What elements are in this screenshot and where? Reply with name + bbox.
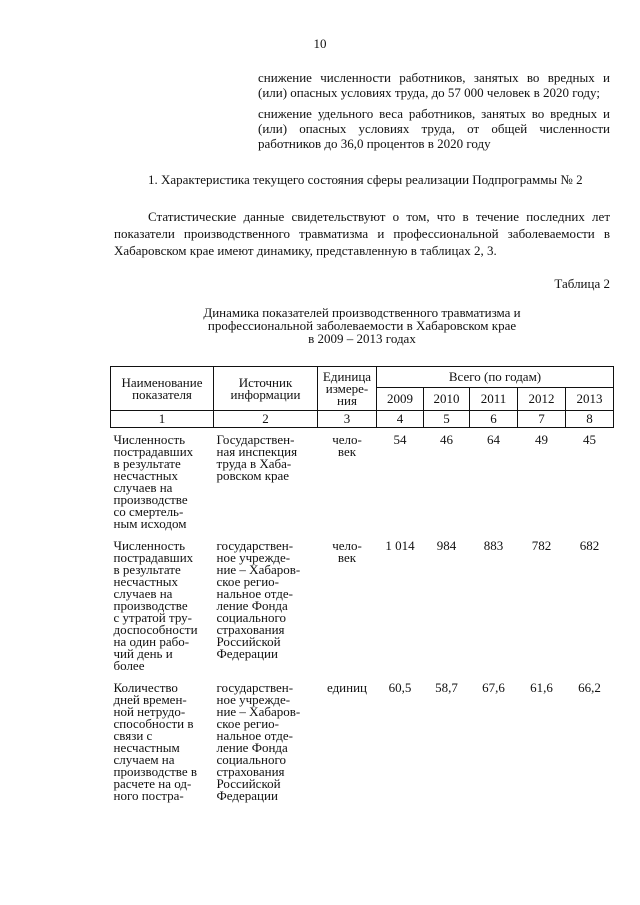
indicator-name: Количество дней времен- ной нетрудо- способности в связи с несчастным случаем на производстве в расчете на од- ного постра- <box>113 680 198 803</box>
goals-list <box>258 70 610 157</box>
header-year: 2009 <box>377 388 424 411</box>
header-year: 2011 <box>470 388 518 411</box>
value-cell: 66,2 <box>578 680 601 695</box>
indicator-source: государствен- ное учрежде- ние – Хабаров- ское регио- нальное отде- ление Фонда социального страхования Российской Федерации <box>216 680 301 803</box>
column-number: 2 <box>214 411 318 428</box>
value-cell: 54 <box>393 432 407 447</box>
header-year: 2013 <box>566 388 614 411</box>
table-row <box>111 672 614 802</box>
value-cell: 1 014 <box>385 538 415 553</box>
indicators-table <box>110 366 614 802</box>
value-cell: 60,5 <box>388 680 412 695</box>
intro-paragraph: Статистические данные свидетельствуют о том, что в течение последних лет показатели производственного травматизма и профессиональной заболеваемости в Хабаровском крае имеют динамику, представленную в таблицах 2, 3. <box>114 209 610 258</box>
value-cell: 49 <box>535 432 548 447</box>
goal-item: снижение численности работников, занятых во вредных и (или) опасных условиях труда, до 57 000 человек в 2020 году; <box>258 70 610 100</box>
value-cell: 61,6 <box>530 680 553 695</box>
value-cell: 46 <box>440 432 453 447</box>
column-number: 8 <box>566 411 614 428</box>
column-number: 6 <box>470 411 518 428</box>
section-heading: 1. Характеристика текущего состояния сферы реализации Подпрограммы № 2 <box>148 172 583 187</box>
value-cell: 782 <box>531 538 552 553</box>
column-number: 1 <box>111 411 214 428</box>
value-cell: 67,6 <box>482 680 505 695</box>
indicator-name: Численность пострадавших в результате несчастных случаев на производстве со смертель- ным исходом <box>113 432 194 531</box>
value-cell: 64 <box>487 432 500 447</box>
value-cell: 984 <box>436 538 457 553</box>
column-number: 4 <box>377 411 424 428</box>
header-source: Источник информации <box>214 367 318 411</box>
header-year: 2010 <box>424 388 470 411</box>
indicator-unit: чело- век <box>332 432 362 459</box>
table-title: Динамика показателей производственного травматизма и профессиональной заболеваемости в Хабаровском крае в 2009 – 2013 годах <box>203 305 521 346</box>
header-total: Всего (по годам) <box>377 367 614 388</box>
header-year: 2012 <box>518 388 566 411</box>
value-cell: 682 <box>579 538 600 553</box>
indicator-unit: чело- век <box>332 538 362 565</box>
column-number: 7 <box>518 411 566 428</box>
table-row <box>111 428 614 531</box>
table-row <box>111 530 614 672</box>
header-unit: Единица измере- ния <box>318 367 377 411</box>
header-name: Наименование показателя <box>111 367 214 411</box>
table-header-row <box>111 367 614 388</box>
indicator-source: Государствен- ная инспекция труда в Хаба- ровском крае <box>216 432 298 483</box>
indicator-name: Численность пострадавших в результате несчастных случаев на производстве с утратой тру- доспособности на один рабо- чий день и более <box>113 538 198 673</box>
goal-item: снижение удельного веса работников, занятых во вредных и (или) опасных условиях труда, от общей численности работников до 36,0 процентов в 2020 году <box>258 106 610 151</box>
indicator-unit: единиц <box>326 680 368 695</box>
value-cell: 58,7 <box>435 680 458 695</box>
column-number: 3 <box>318 411 377 428</box>
table-label: Таблица 2 <box>554 276 610 291</box>
value-cell: 45 <box>583 432 597 447</box>
value-cell: 883 <box>483 538 504 553</box>
page-number: 10 <box>313 36 327 51</box>
column-number-row <box>111 411 614 428</box>
indicator-source: государствен- ное учрежде- ние – Хабаров- ское регио- нальное отде- ление Фонда социального страхования Российской Федерации <box>216 538 301 661</box>
column-number: 5 <box>424 411 470 428</box>
